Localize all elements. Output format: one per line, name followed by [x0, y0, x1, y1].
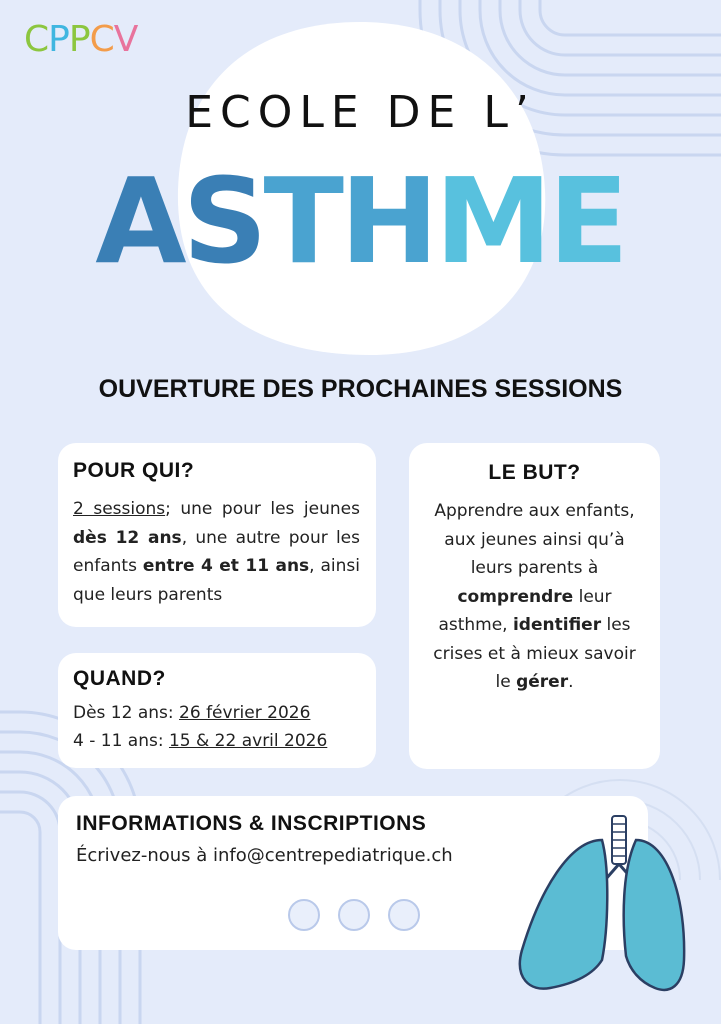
pour-qui-bold: entre 4 et 11 ans — [142, 556, 310, 576]
but-text — [427, 497, 642, 697]
quand-row-12 — [73, 699, 360, 727]
asthme-letter: T — [263, 152, 341, 290]
quand-label: 4 - 11 ans: — [73, 731, 169, 751]
title-ecole-de-l: ECOLE DE L’ — [185, 87, 536, 138]
logo-letter: C — [89, 19, 114, 60]
pour-qui-heading: POUR QUI? — [73, 459, 195, 482]
info-heading: INFORMATIONS & INSCRIPTIONS — [76, 812, 427, 835]
logo-letter: P — [48, 19, 69, 60]
pour-qui-text-part: ; une pour les jeunes — [165, 499, 360, 519]
but-heading: LE BUT? — [488, 461, 581, 484]
asthme-letter: H — [340, 152, 435, 290]
but-bold: identifier — [512, 615, 602, 635]
pour-qui-text-part: , ainsi que leurs parents — [73, 556, 361, 605]
decorative-dot — [388, 899, 420, 931]
but-bold: gérer — [516, 672, 569, 692]
decorative-dots — [288, 899, 438, 935]
title-asthme — [95, 150, 625, 290]
but-text-part: leur asthme, — [438, 586, 612, 635]
but-text-part: . — [568, 672, 574, 692]
pour-qui-text-part: , une autre pour les enfants — [73, 527, 360, 576]
quand-row-4-11 — [73, 727, 360, 755]
asthme-letter: A — [95, 152, 183, 290]
quand-date: 15 & 22 avril 2026 — [168, 731, 328, 751]
info-email-text[interactable]: Écrivez-nous à info@centrepediatrique.ch — [76, 845, 453, 866]
card-pour-qui — [58, 443, 376, 627]
cppcv-logo — [24, 19, 138, 60]
lungs-icon — [510, 810, 690, 1000]
logo-letter: P — [68, 19, 90, 60]
logo-letter: V — [113, 19, 138, 60]
decorative-dot — [338, 899, 370, 931]
but-text-part: les crises et à mieux savoir le — [433, 615, 636, 692]
asthme-letter: E — [548, 152, 625, 290]
but-bold: comprendre — [457, 586, 574, 607]
pour-qui-text — [73, 495, 360, 609]
logo-letter: C — [24, 19, 49, 60]
decorative-dot — [288, 899, 320, 931]
but-text-part: Apprendre aux enfants, aux jeunes ainsi qu’à leurs parents à — [434, 501, 635, 578]
quand-date: 26 février 2026 — [179, 703, 311, 723]
quand-heading: QUAND? — [73, 667, 166, 690]
asthme-letter: M — [434, 152, 549, 290]
asthme-letter: S — [182, 152, 264, 290]
quand-label: Dès 12 ans: — [73, 703, 180, 723]
pour-qui-bold: dès 12 ans — [73, 527, 182, 548]
sessions-link: 2 sessions — [73, 499, 166, 519]
card-quand — [58, 653, 376, 768]
subtitle-sessions: OUVERTURE DES PROCHAINES SESSIONS — [98, 375, 623, 403]
card-le-but — [409, 443, 660, 769]
svg-text:ASTHME — [95, 152, 625, 290]
